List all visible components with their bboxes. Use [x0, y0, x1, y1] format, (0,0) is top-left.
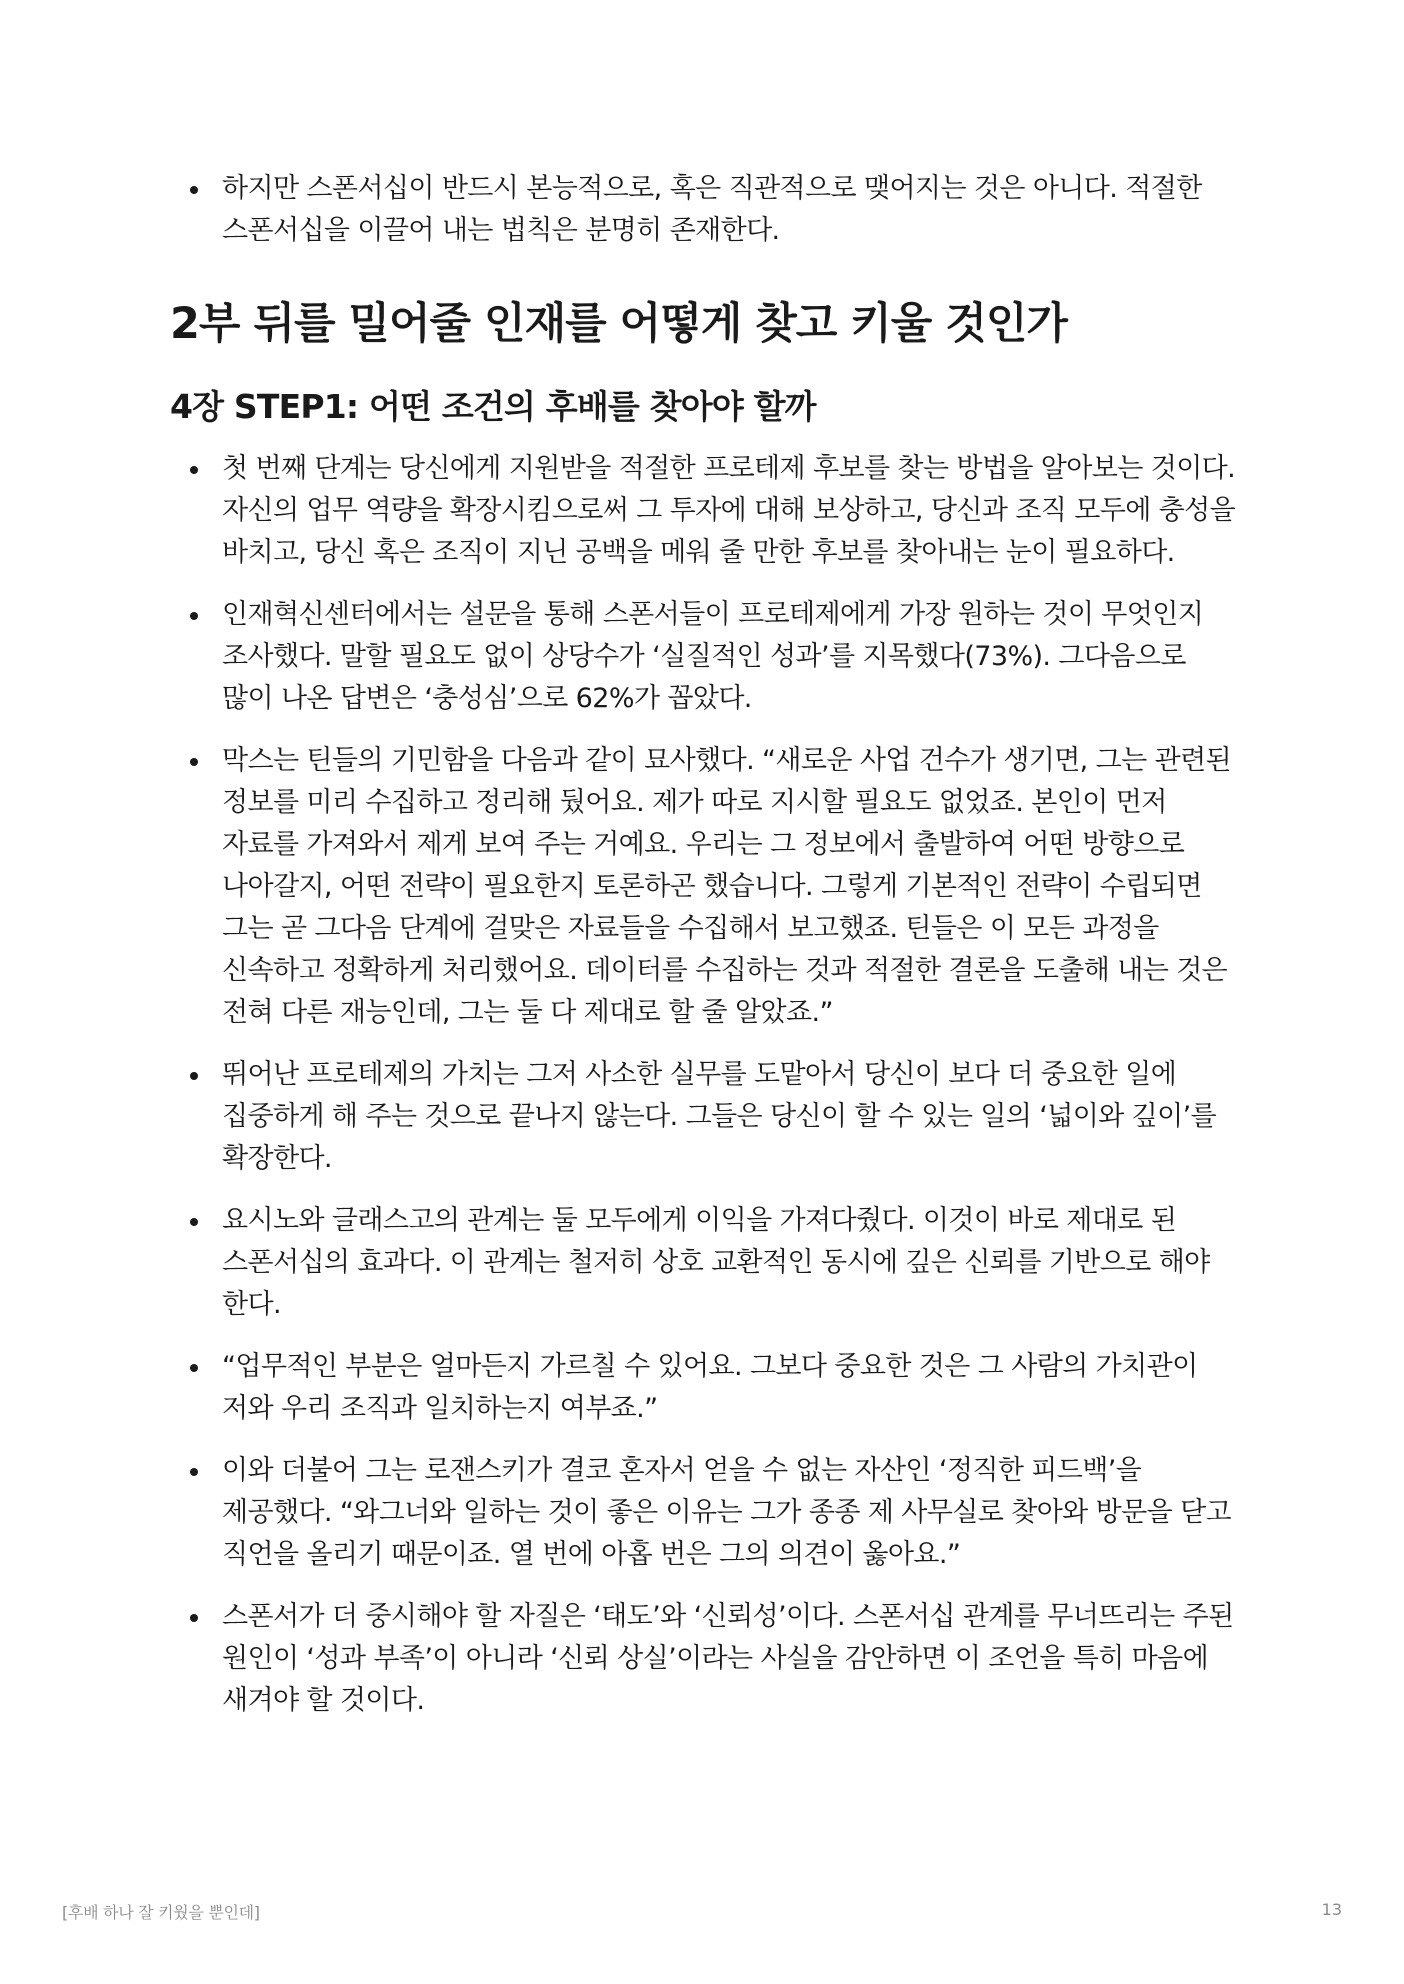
- list-item: 요시노와 글래스고의 관계는 둘 모두에게 이익을 가져다줬다. 이것이 바로 제대로 된 스폰서십의 효과다. 이 관계는 철저히 상호 교환적인 동시에 깊은 신뢰를 기반으로 해야 한다.: [170, 1200, 1238, 1326]
- chapter-title: 4장 STEP1: 어떤 조건의 후배를 찾아야 할까: [170, 387, 816, 426]
- list-item: 뛰어난 프로테제의 가치는 그저 사소한 실무를 도맡아서 당신이 보다 더 중요한 일에 집중하게 해 주는 것으로 끝나지 않는다. 그들은 당신이 할 수 있는 일의 ‘넓이와 깊이’를 확장한다.: [170, 1054, 1238, 1180]
- list-item: 하지만 스폰서십이 반드시 본능적으로, 혹은 직관적으로 맺어지는 것은 아니다. 적절한 스폰서십을 이끌어 내는 법칙은 분명히 존재한다.: [170, 168, 1238, 252]
- list-item: 막스는 틴들의 기민함을 다음과 같이 묘사했다. “새로운 사업 건수가 생기면, 그는 관련된 정보를 미리 수집하고 정리해 뒀어요. 제가 따로 지시할 필요도 없었죠. 본인이 먼저 자료를 가져와서 제게 보여 주는 거예요. 우리는 그 정보에서 출발하여 어떤 방향으로 나아갈지, 어떤 전략이 필요한지 토론하곤 했습니다. 그렇게 기본적인 전략이 수립되면 그는 곧 그다음 단계에 걸맞은 자료들을 수집해서 보고했죠. 틴들은 이 모든 과정을 신속하고 정확하게 처리했어요. 데이터를 수집하는 것과 적절한 결론을 도출해 내는 것은 전혀 다른 재능인데, 그는 둘 다 제대로 할 줄 알았죠.”: [170, 740, 1238, 1034]
- list-item: 인재혁신센터에서는 설문을 통해 스폰서들이 프로테제에게 가장 원하는 것이 무엇인지 조사했다. 말할 필요도 없이 상당수가 ‘실질적인 성과’를 지목했다(73%). 그다음으로 많이 나온 답변은 ‘충성심’으로 62%가 꼽았다.: [170, 594, 1238, 720]
- part-title: 2부 뒤를 밀어줄 인재를 어떻게 찾고 키울 것인가: [170, 299, 1067, 349]
- list-item: 첫 번째 단계는 당신에게 지원받을 적절한 프로테제 후보를 찾는 방법을 알아보는 것이다. 자신의 업무 역량을 확장시킴으로써 그 투자에 대해 보상하고, 당신과 조직 모두에 충성을 바치고, 당신 혹은 조직이 지닌 공백을 메워 줄 만한 후보를 찾아내는 눈이 필요하다.: [170, 448, 1238, 574]
- footer-book-title: [후배 하나 잘 키웠을 뿐인데]: [62, 1903, 260, 1922]
- list-item: 스폰서가 더 중시해야 할 자질은 ‘태도’와 ‘신뢰성’이다. 스폰서십 관계를 무너뜨리는 주된 원인이 ‘성과 부족’이 아니라 ‘신뢰 상실’이라는 사실을 감안하면 이 조언을 특히 마음에 새겨야 할 것이다.: [170, 1596, 1238, 1722]
- list-item: 이와 더불어 그는 로잰스키가 결코 혼자서 얻을 수 없는 자산인 ‘정직한 피드백’을 제공했다. “와그너와 일하는 것이 좋은 이유는 그가 종종 제 사무실로 찾아와 방문을 닫고 직언을 올리기 때문이죠. 열 번에 아홉 번은 그의 의견이 옳아요.”: [170, 1450, 1238, 1576]
- footer-page-number: 13: [1321, 1900, 1342, 1919]
- chapter-bullet-list: [170, 448, 1238, 1722]
- intro-bullet-list: [170, 168, 1238, 252]
- page-content: [170, 168, 1238, 1742]
- list-item: “업무적인 부분은 얼마든지 가르칠 수 있어요. 그보다 중요한 것은 그 사람의 가치관이 저와 우리 조직과 일치하는지 여부죠.”: [170, 1346, 1238, 1430]
